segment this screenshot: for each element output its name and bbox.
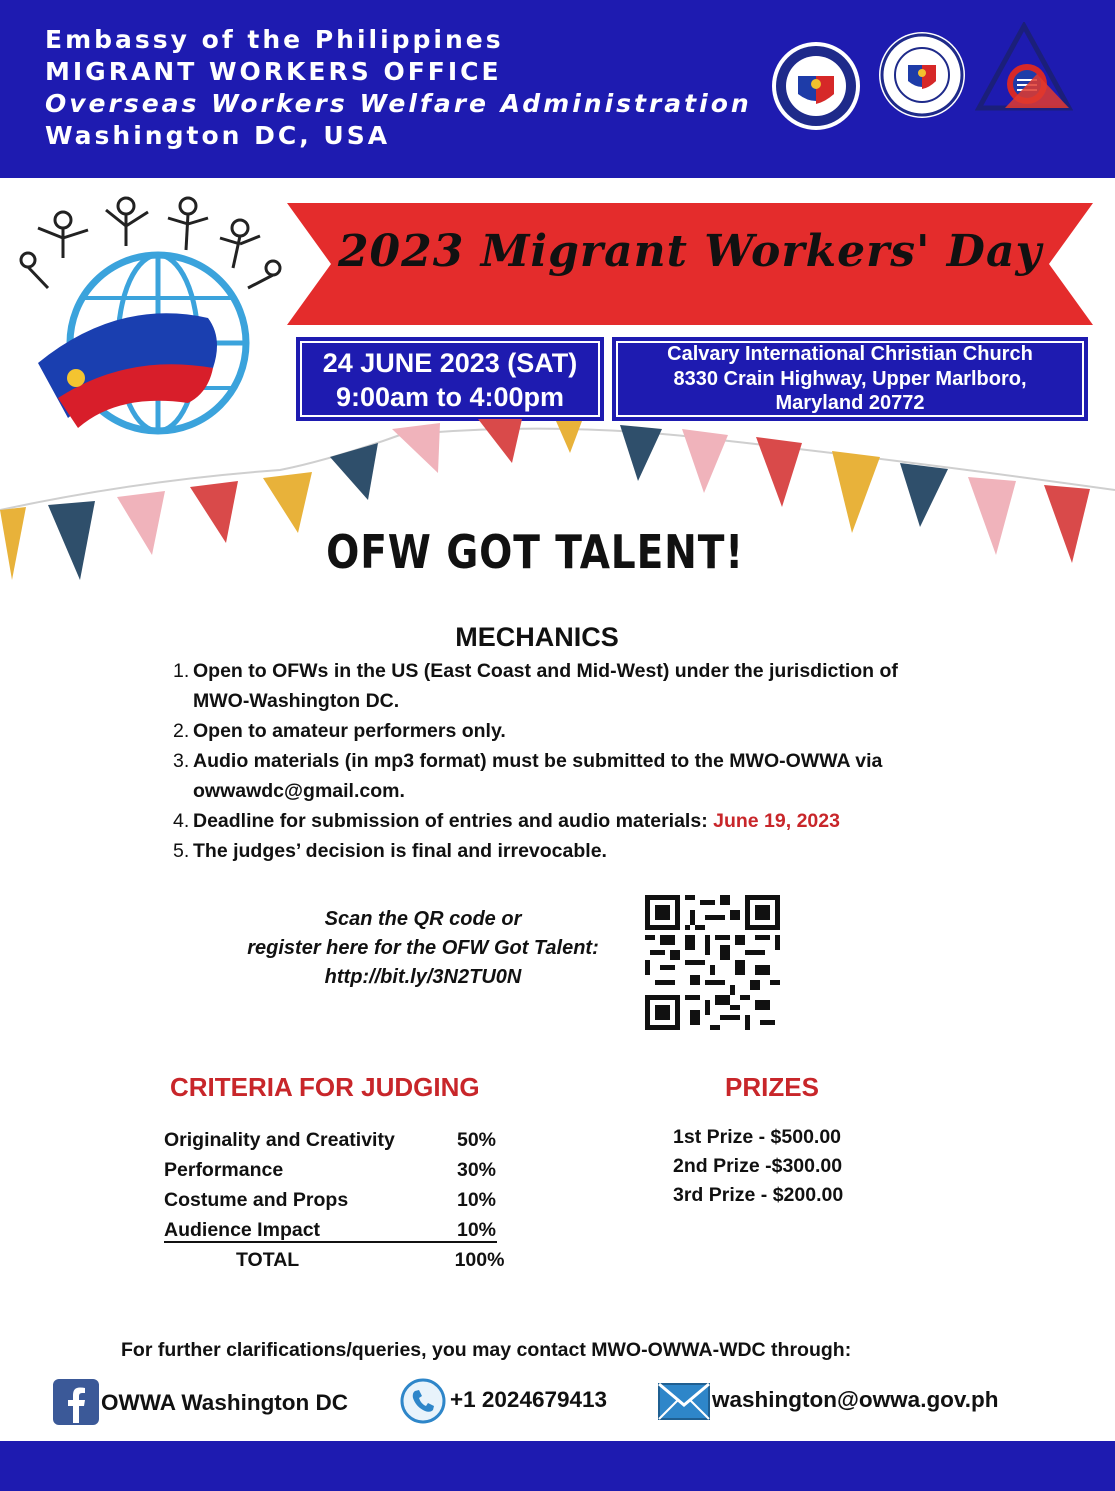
header-owwa: Overseas Workers Welfare Administration xyxy=(45,89,752,118)
criteria-label: Performance xyxy=(164,1159,284,1181)
mechanics-item xyxy=(170,656,953,716)
mechanics-title: MECHANICS xyxy=(455,622,619,652)
header-embassy: Embassy of the Philippines xyxy=(45,25,504,54)
criteria-label: Costume and Props xyxy=(164,1189,349,1211)
phone-number[interactable]: +1 2024679413 xyxy=(450,1387,608,1412)
criteria-percent: 30% xyxy=(456,1159,497,1181)
mechanics-item-number: 4. xyxy=(173,810,190,832)
prize-item: 3rd Prize - $200.00 xyxy=(673,1184,844,1206)
mechanics-item-number: 2. xyxy=(173,720,190,742)
prizes-title: PRIZES xyxy=(725,1072,819,1102)
owwa-logo-icon xyxy=(975,22,1073,112)
mechanics-item-text: Audio materials (in mp3 format) must be submitted to the MWO-OWWA via owwawdc@gmail.com. xyxy=(193,750,883,802)
criteria-divider xyxy=(164,1241,497,1243)
mechanics-item xyxy=(170,716,970,746)
mechanics-item xyxy=(170,746,953,806)
globe-illustration xyxy=(8,188,298,438)
header-bar xyxy=(0,0,1115,178)
facebook-page[interactable]: OWWA Washington DC xyxy=(101,1390,349,1415)
venue-state: Maryland 20772 xyxy=(775,392,925,414)
embassy-seal-icon xyxy=(770,40,862,132)
prize-item: 2nd Prize -$300.00 xyxy=(673,1155,843,1177)
registration-line: Scan the QR code or xyxy=(324,908,522,930)
mechanics-item-text: Open to amateur performers only. xyxy=(193,720,506,742)
event-date-box xyxy=(296,337,604,421)
event-title: 2023 Migrant Workers' Day xyxy=(337,226,1043,277)
mechanics-item-number: 5. xyxy=(173,840,190,862)
footer-bar xyxy=(0,1441,1115,1491)
qr-code[interactable] xyxy=(645,895,780,1030)
criteria-total-label: TOTAL xyxy=(236,1249,300,1271)
criteria-percent: 50% xyxy=(456,1129,497,1151)
mechanics-list xyxy=(170,656,970,866)
event-venue-box xyxy=(612,337,1088,421)
header-location: Washington DC, USA xyxy=(45,121,391,150)
prize-item: 1st Prize - $500.00 xyxy=(673,1126,842,1148)
criteria-title: CRITERIA FOR JUDGING xyxy=(170,1072,480,1102)
criteria-row xyxy=(164,1219,514,1249)
venue-name: Calvary International Christian Church xyxy=(667,343,1033,365)
mechanics-item xyxy=(170,836,970,866)
mechanics-item-text: The judges’ decision is final and irrevocable. xyxy=(193,840,607,862)
facebook-icon[interactable] xyxy=(53,1379,99,1425)
criteria-percent: 10% xyxy=(456,1189,497,1211)
criteria-row xyxy=(164,1159,514,1189)
header-mwo: MIGRANT WORKERS OFFICE xyxy=(45,57,502,86)
criteria-row xyxy=(164,1189,514,1219)
mechanics-item xyxy=(170,806,970,836)
registration-text xyxy=(230,905,616,992)
criteria-percent: 10% xyxy=(456,1219,497,1241)
registration-link[interactable]: http://bit.ly/3N2TU0N xyxy=(324,966,522,988)
venue-address: 8330 Crain Highway, Upper Marlboro, xyxy=(673,367,1027,390)
mechanics-item-number: 3. xyxy=(173,750,190,772)
email-address[interactable]: washington@owwa.gov.ph xyxy=(712,1387,999,1412)
registration-line: register here for the OFW Got Talent: xyxy=(247,937,599,959)
criteria-total-percent: 100% xyxy=(454,1249,505,1271)
mechanics-item-text: Deadline for submission of entries and audio materials: xyxy=(193,810,714,832)
email-icon[interactable] xyxy=(658,1383,710,1420)
talent-title: OFW GOT TALENT! xyxy=(326,525,744,579)
mechanics-item-number: 1. xyxy=(173,660,190,682)
criteria-row xyxy=(164,1129,514,1159)
criteria-label: Originality and Creativity xyxy=(164,1129,395,1151)
mechanics-item-text: Open to OFWs in the US (East Coast and Mid-West) under the jurisdiction of MWO-Washington DC. xyxy=(193,660,898,712)
criteria-total-row xyxy=(164,1249,514,1279)
event-time: 9:00am to 4:00pm xyxy=(335,382,565,412)
deadline-date: June 19, 2023 xyxy=(713,810,840,832)
criteria-label: Audience Impact xyxy=(164,1219,321,1241)
contact-intro: For further clarifications/queries, you may contact MWO-OWWA-WDC through: xyxy=(121,1339,852,1361)
phone-icon[interactable] xyxy=(400,1378,446,1424)
dmw-seal-icon xyxy=(878,31,966,119)
event-date: 24 JUNE 2023 (SAT) xyxy=(322,348,578,378)
